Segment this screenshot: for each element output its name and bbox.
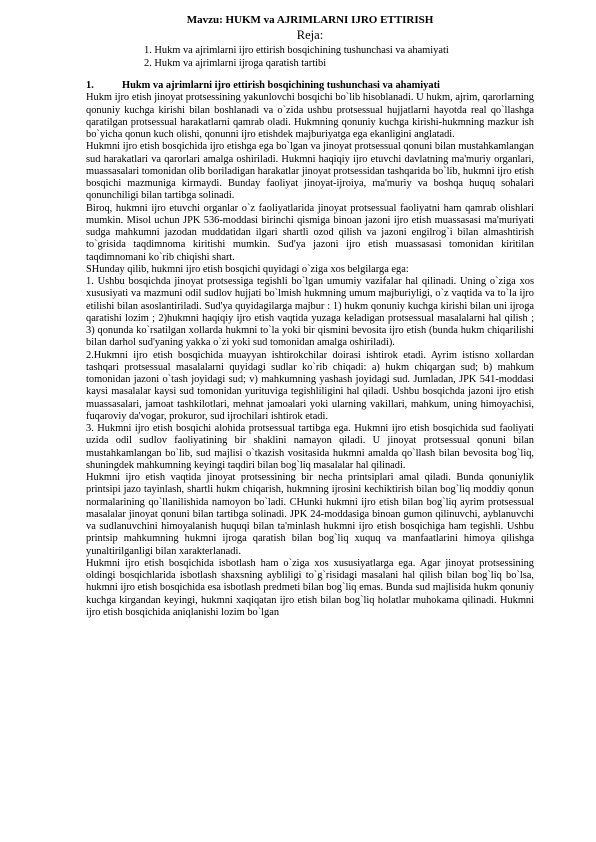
paragraph: Hukm ijro etish jinoyat protsessining yakunlovchi bosqichi bo`lib hisoblanadi. U hukm, ajrim, qarorlarning qonuniy kuchga kirishi bilan boshlanadi va o`zida ushbu protsessual hujjatlarni hayotda real qo`llashga qaratilgan protsessual harakatlarni qamrab oladi. Hukmning qonuniy kuchga kirishi-hukmning mazkur ish bo`yicha qonun kuch olishi, qonunni ijro etishdek majburiyatga ega ekanligini anglatadi. [86, 92, 534, 140]
section-number: 1. [86, 80, 94, 91]
paragraph: 2.Hukmni ijro etish bosqichida muayyan ishtirokchilar doirasi ishtirok etadi. Ayrim istisno xollardan tashqari protsessual masalalarni quyidagi sudlar ko`rib chiqadi: a) hukm chiqargan sud; b) mahkum tomonidan jazoni o`tash joyidagi sud; v) mahkumning yashash joyidagi sud. Jumladan, JPK 541-moddasi kaysi masalalar kaysi sud tomonidan yurituviga tegishliligini hal qiladi. Ushbu bosqichda jazoni ijro etish muassasalari, jamoat tashkilotlari, mehnat jamoalari yoki ularning vakillari, mahkum, uning himoyachisi, fuqaroviy da'vogar, prokuror, sud ijrochilari ishtirok etadi. [86, 349, 534, 422]
document-title: Mavzu: HUKM va AJRIMLARNI IJRO ETTIRISH [186, 14, 434, 26]
paragraph: SHunday qilib, hukmni ijro etish bosqichi quyidagi o`ziga xos belgilarga ega: [86, 263, 409, 275]
paragraph: Hukmni ijro etish vaqtida jinoyat protsessining bir necha printsiplari amal qiladi. Bunda qonuniylik printsipi jazo tayinlash, shartli hukm chiqarish, hukmning ijrosini kechiktirish bilan bog`liq moddiy qonun normalarining qo`llanilishida namoyon bo`ladi. CHunki hukmni ijro etish bilan bog`liq ayrim protsessual masalalar jinoyat qonuni bilan tartibga solinadi. JPK 24-moddasiga binoan gumon qilinuvchi, ayblanuvchi va sudlanuvchini himoyalanish huquqi bilan ta'minlash hukmni ijro etish bosqichiga ham tegishli. Ushbu printsip mahkumning hukmni ijroga qaratish bilan bog`liq xuquq va manfaatlarini himoya qilishga yunaltirilganligi bilan xarakterlanadi. [86, 472, 534, 557]
paragraph: Hukmni ijro etish bosqichida isbotlash ham o`ziga xos xususiyatlarga ega. Agar jinoyat protsessining oldingi bosqichlarida isbotlash shaxsning aybliligi to`g`risidagi masalani hal qilish bilan bog`liq bo`lsa, hukmni ijro etish bosqichida esa isbotlash predmeti bilan bog`liq emas. Bunda sud majlisida hukm qonuniy kuchga kirgandan keyingi, hukmni xaqiqatan ijro etish bilan bog`liq holatlar muhokama qilinadi. Hukmni ijro etish bosqichida aniqlanishi lozim bo`lgan [86, 557, 534, 618]
plan-item: 1. Hukm va ajrimlarni ijro ettirish bosqichining tushunchasi va ahamiyati [144, 45, 449, 56]
paragraph: Hukmni ijro etish bosqichida ijro etishga ega bo`lgan va jinoyat protsessual qonuni bilan mustahkamlangan sud harakatlari va qarorlari amalga oshiriladi. Hukmni haqiqiy ijro etuvchi davlatning ma'muriy organlari, muassasalari tomonidan olib boriladigan harakatlar jinoyat protsessidan tashqarida bo`lib, hukmni ijro etish bosqichi mazmuniga kirmaydi. Bunday faoliyat jinoyat-ijroiya, ma'muriy va boshqa huquq sohalari qonunchiligi bilan tartibga solinadi. [86, 141, 534, 202]
paragraph: 1. Ushbu bosqichda jinoyat protsessiga tegishli bo`lgan umumiy vazifalar hal qilinadi. Uning o`ziga xos xususiyati va mazmuni odil sudlov hujjati bo`lmish hukmning umum majburiyligi, o`z vaqtida va to`la ijro etilishi bilan asoslantiriladi. Sud'ya quyidagilarga majbur : 1) hukm qonuniy kuchga kirishi bilan uni ijroga qaratishi lozim ; 2)hukmni haqiqiy ijro etish vaqtida yuzaga keladigan protsessual masalalarni hal qilish ; 3) qonunda ko`rsatilgan xollarda hukmni to`la yoki bir qismini bevosita ijro etish (bunda hukm chiqarilishi bilan darhol sud'yaning yakka o`zi yoki sud tomonidan amalga oshiriladi). [86, 276, 534, 349]
plan-heading: Reja: [296, 28, 324, 42]
plan-list [86, 44, 534, 70]
paragraph: Biroq, hukmni ijro etuvchi organlar o`z faoliyatlarida jinoyat protsessual faoliyatni ham qamrab olishlari mumkin. Misol uchun JPK 536-moddasi birinchi qismiga binoan jazoni ijro etish muassasasi ma'muriyati sudga mahkumni jazodan muddatidan ilgari shartli ozod qilish va jazoni engilrog`i bilan almashtirish to`grisida taqdimnoma kiritishi mumkin. Sud'ya jazoni ijro etish muassasasi tomonidan kiritilan taqdimnomani ko`rib chiqishi shart. [86, 202, 534, 263]
section-heading [86, 80, 534, 92]
paragraph: 3. Hukmni ijro etish bosqichi alohida protsessual tartibga ega. Hukmni ijro etish bosqichida sud faoliyati uzida odil sudlov faoliyatining bir shaklini namayon qiladi. U jinoyat protsessual qonuni bilan mustahkamlangan bo`lib, sud majlisi o`tkazish vositasida hukmni amalda qo`llash bilan bevosita bog`liq, shuningdek mahkumning keyingi taqdiri bilan bog`liq masalalar hal qilinadi. [86, 423, 534, 471]
section-title: Hukm va ajrimlarni ijro ettirish bosqichining tushunchasi va ahamiyati [122, 80, 440, 91]
plan-item: 2. Hukm va ajrimlarni ijroga qaratish tartibi [144, 58, 327, 69]
